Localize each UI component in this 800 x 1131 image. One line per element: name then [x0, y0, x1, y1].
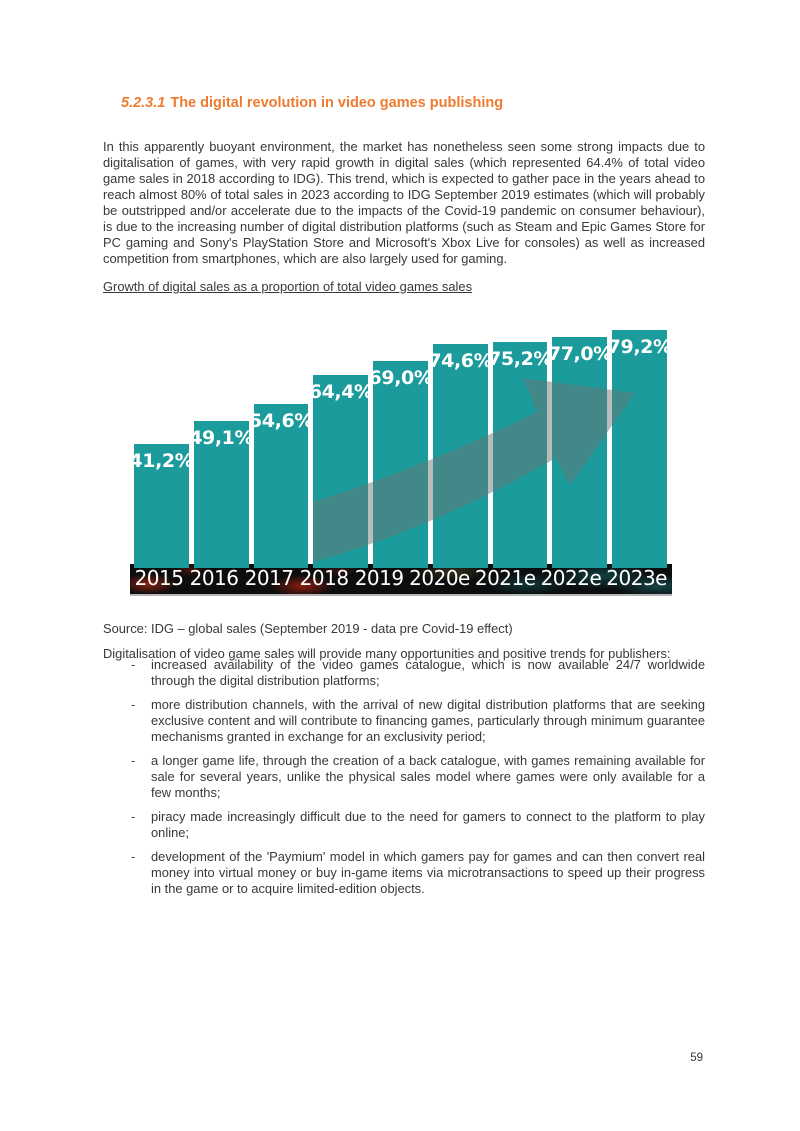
intro-paragraph: In this apparently buoyant environment, the market has nonetheless seen some strong impacts due to digitalisation of games, with very rapid growth in digital sales (which represented 64.4% of total video game sales in 2018 according to IDG). This trend, which is expected to gather pace in the years ahead to reach almost 80% of total sales in 2023 according to IDG September 2019 estimates (which will probably be outstripped and/or accelerate due to the impacts of the Covid-19 pandemic on consumer behaviour), is due to the increasing number of digital distribution platforms (such as Steam and Epic Games Store for PC gaming and Sony's PlayStation Store and Microsoft's Xbox Live for consoles) as well as increased competition from smartphones, which are also largely used for gaming. — [103, 138, 705, 266]
bar-value-label: 49,1% — [189, 427, 254, 449]
bar-2023e — [607, 330, 672, 568]
bar-value-label: 69,0% — [368, 367, 433, 389]
bar-2016 — [189, 421, 254, 568]
bars-group — [129, 320, 672, 568]
bar-2022e — [547, 337, 612, 568]
x-axis-label: 2022e — [540, 566, 602, 590]
x-axis-label: 2017 — [244, 566, 294, 590]
bar-column — [248, 320, 313, 568]
bar-value-label: 74,6% — [428, 350, 493, 372]
x-axis-label: 2018 — [299, 566, 349, 590]
page-number: 59 — [690, 1052, 703, 1064]
bullet-item — [103, 657, 705, 689]
bar-value-label: 77,0% — [547, 343, 612, 365]
bar-value-label: 41,2% — [129, 450, 194, 472]
x-axis-label: 2016 — [189, 566, 239, 590]
bullet-item — [103, 753, 705, 801]
bar-2020e — [428, 344, 493, 568]
bullet-item — [103, 849, 705, 897]
bar-2017 — [248, 404, 313, 568]
bullet-text: a longer game life, through the creation of a back catalogue, with games remaining available for sale for several years, unlike the physical sales model where games were only available for a few months; — [151, 753, 705, 800]
chart-bottom-edge — [130, 594, 672, 596]
bar-2021e — [488, 342, 553, 568]
bar-2019 — [368, 361, 433, 568]
bar-column — [547, 320, 612, 568]
bullet-item — [103, 697, 705, 745]
bar-column — [607, 320, 672, 568]
bar-2018 — [308, 375, 373, 568]
bullet-marker: - — [131, 753, 136, 768]
bar-column — [129, 320, 194, 568]
x-axis-label: 2019 — [354, 566, 404, 590]
bar-value-label: 64,4% — [308, 381, 373, 403]
source-note: Source: IDG – global sales (September 2019 - data pre Covid-19 effect) — [103, 620, 513, 636]
digital-sales-bar-chart — [130, 320, 672, 594]
bar-value-label: 54,6% — [248, 410, 313, 432]
bullet-marker: - — [131, 697, 136, 712]
section-title: The digital revolution in video games publishing — [170, 95, 504, 111]
lead-in-paragraph: Digitalisation of video game sales will provide many opportunities and positive trends for publishers: — [103, 645, 671, 661]
bullet-marker: - — [131, 849, 136, 864]
section-number: 5.2.3.1 — [121, 95, 166, 111]
bullet-item — [103, 809, 705, 841]
bullet-list — [103, 657, 705, 905]
bar-column — [308, 320, 373, 568]
x-axis-labels — [134, 564, 667, 594]
bar-2015 — [129, 444, 194, 568]
x-axis-label: 2023e — [606, 566, 667, 590]
chart-caption: Growth of digital sales as a proportion of total video games sales — [103, 279, 473, 294]
x-axis-label: 2015 — [134, 566, 184, 590]
bar-column — [189, 320, 254, 568]
bar-value-label: 75,2% — [488, 348, 553, 370]
bullet-marker: - — [131, 809, 136, 824]
bar-column — [428, 320, 493, 568]
bar-column — [368, 320, 433, 568]
bullet-text: development of the 'Paymium' model in which gamers pay for games and can then convert real money into virtual money or buy in-game items via microtransactions to speed up their progress in the game or to acquire limited-edition objects. — [151, 849, 705, 896]
bullet-text: more distribution channels, with the arrival of new digital distribution platforms that are seeking exclusive content and will contribute to financing games, particularly through minimum guarantee mechanisms granted in exchange for an exclusivity period; — [151, 697, 705, 744]
bullet-marker: - — [131, 657, 136, 672]
bar-value-label: 79,2% — [607, 336, 672, 358]
bullet-text: piracy made increasingly difficult due to the need for gamers to connect to the platform to play online; — [151, 809, 705, 840]
x-axis-label: 2020e — [409, 566, 470, 590]
bar-column — [488, 320, 553, 568]
section-heading — [121, 95, 721, 111]
x-axis-label: 2021e — [474, 566, 536, 590]
bullet-text: increased availability of the video games catalogue, which is now available 24/7 worldwide through the digital distribution platforms; — [151, 657, 705, 688]
